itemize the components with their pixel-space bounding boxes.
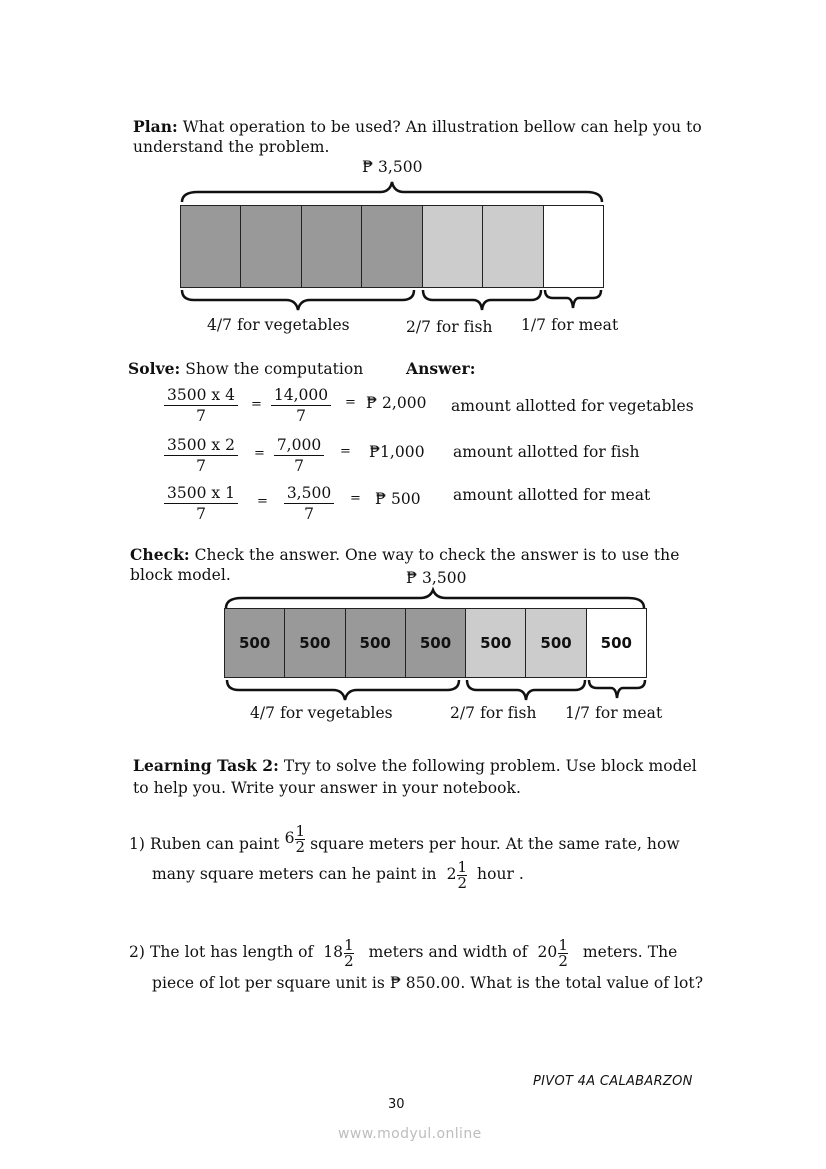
solve-row3-numerator: 3500 x 1: [164, 483, 238, 504]
model1-vegetables-brace-icon: [180, 288, 420, 314]
model1-block-bar: [180, 205, 604, 288]
solve-heading: [128, 359, 363, 379]
task2-text-line2: to help you. Write your answer in your notebook.: [133, 779, 521, 797]
model1-top-brace-icon: [180, 178, 604, 206]
mixed-denominator: 2: [295, 837, 306, 856]
model2-block-vegetables-2: 500: [285, 609, 345, 677]
solve-row1-description: amount allotted for vegetables: [451, 397, 694, 415]
model2-label-meat: 1/7 for meat: [565, 704, 663, 722]
solve-row1-denominator: 7: [196, 407, 206, 425]
model2-block-fish-1: 500: [466, 609, 526, 677]
model2-block-meat: 500: [587, 609, 646, 677]
mixed-denominator: 2: [558, 951, 568, 970]
model2-total-label: ₱ 3,500: [406, 569, 467, 587]
model1-block-vegetables-1: [181, 206, 241, 287]
check-text: Check the answer. One way to check the answer is to use the: [189, 546, 680, 564]
model2-label-vegetables: 4/7 for vegetables: [250, 704, 393, 722]
problem-2-text-c: meters. The: [582, 943, 678, 961]
solve-row2-equals1: =: [254, 446, 265, 461]
model2-block-vegetables-4: 500: [406, 609, 466, 677]
watermark: www.modyul.online: [338, 1126, 482, 1142]
solve-row3-mid-fraction: [284, 483, 334, 524]
solve-row2-denominator: 7: [196, 457, 206, 475]
problem-2-mixed-number-width: [538, 930, 568, 974]
solve-row2-numerator: 3500 x 2: [164, 435, 238, 456]
solve-row2-mid-numerator: 7,000: [274, 435, 324, 456]
solve-row3-mid-denominator: 7: [304, 505, 314, 523]
mixed-denominator: 2: [344, 951, 354, 970]
solve-row1-numerator: 3500 x 4: [164, 385, 238, 406]
plan-text: What operation to be used? An illustration bellow can help you to: [177, 118, 702, 136]
model1-fish-brace-icon: [421, 288, 545, 314]
problem-1-number: 1): [129, 835, 146, 853]
mixed-numerator: 1: [344, 935, 354, 954]
solve-text: Show the computation: [180, 360, 364, 378]
model2-meat-brace-icon: [587, 678, 649, 704]
model1-total-label: ₱ 3,500: [362, 158, 423, 176]
check-paragraph: [130, 545, 679, 565]
problem-2-text-a: The lot has length of: [150, 943, 314, 961]
solve-row2-result: ₱1,000: [369, 443, 425, 461]
problem-1-text-b: square meters per hour. At the same rate, how: [310, 835, 680, 853]
model2-vegetables-brace-icon: [225, 678, 465, 704]
solve-row1-equals2: =: [345, 395, 356, 410]
model2-label-fish: 2/7 for fish: [450, 704, 537, 722]
task2-label: Learning Task 2:: [133, 756, 279, 775]
solve-row2-description: amount allotted for fish: [453, 443, 640, 461]
model2-fish-brace-icon: [465, 678, 589, 704]
solve-row1-equals1: =: [251, 397, 262, 412]
page-number: 30: [388, 1097, 405, 1112]
model1-block-meat: [544, 206, 603, 287]
plan-paragraph: [133, 117, 702, 137]
solve-row1-mid-denominator: 7: [296, 407, 306, 425]
problem-1-text-c: many square meters can he paint in: [152, 865, 437, 883]
problem-2-line2: piece of lot per square unit is ₱ 850.00. What is the total value of lot?: [152, 974, 704, 992]
solve-row3-result: ₱ 500: [375, 490, 421, 508]
mixed-whole: 18: [323, 943, 344, 961]
plan-label: Plan:: [133, 117, 178, 136]
solve-row2-fraction: [164, 435, 238, 476]
solve-row1-mid-numerator: 14,000: [271, 385, 331, 406]
mixed-whole: 20: [537, 943, 558, 961]
problem-2-mixed-number-length: [323, 930, 353, 974]
solve-row3-equals1: =: [257, 494, 268, 509]
mixed-whole: 2: [446, 865, 457, 883]
problem-1-text-a: Ruben can paint: [150, 835, 280, 853]
problem-1-line2: [152, 852, 524, 896]
solve-label: Solve:: [128, 359, 181, 378]
solve-row3-denominator: 7: [196, 505, 206, 523]
solve-row1-mid-fraction: [271, 385, 331, 426]
mixed-numerator: 1: [457, 857, 468, 876]
solve-row2-equals2: =: [340, 444, 351, 459]
solve-row3-description: amount allotted for meat: [453, 486, 651, 504]
solve-row1-fraction: [164, 385, 238, 426]
model1-label-meat: 1/7 for meat: [521, 316, 619, 334]
problem-1-mixed-number-2: [447, 852, 468, 896]
model1-block-vegetables-3: [302, 206, 362, 287]
solve-row2-mid-denominator: 7: [294, 457, 304, 475]
solve-row3-equals2: =: [350, 491, 361, 506]
solve-row3-mid-numerator: 3,500: [284, 483, 334, 504]
model1-label-vegetables: 4/7 for vegetables: [207, 316, 350, 334]
problem-2-line1: [129, 930, 677, 974]
model2-top-brace-icon: [224, 588, 648, 610]
mixed-denominator: 2: [457, 873, 468, 892]
mixed-numerator: 1: [558, 935, 568, 954]
check-text-line2: block model.: [130, 566, 231, 584]
model1-label-fish: 2/7 for fish: [406, 318, 493, 336]
plan-text-line2: understand the problem.: [133, 138, 330, 156]
solve-row3-fraction: [164, 483, 238, 524]
model2-block-fish-2: 500: [526, 609, 586, 677]
model2-block-vegetables-1: 500: [225, 609, 285, 677]
mixed-whole: 6: [284, 829, 295, 847]
solve-row2-mid-fraction: [274, 435, 324, 476]
task2-paragraph: [133, 756, 697, 776]
problem-2-number: 2): [129, 943, 146, 961]
task2-text: Try to solve the following problem. Use block model: [278, 757, 697, 775]
problem-1-text-d: hour .: [477, 865, 524, 883]
mixed-numerator: 1: [295, 821, 306, 840]
footer-brand: PIVOT 4A CALABARZON: [533, 1074, 693, 1089]
problem-2-text-b: meters and width of: [368, 943, 528, 961]
model1-meat-brace-icon: [543, 288, 605, 314]
model1-block-fish-1: [423, 206, 483, 287]
model1-block-vegetables-4: [362, 206, 422, 287]
model2-block-vegetables-3: 500: [346, 609, 406, 677]
model2-block-bar: [224, 608, 647, 678]
model1-block-fish-2: [483, 206, 543, 287]
model1-block-vegetables-2: [241, 206, 301, 287]
check-label: Check:: [130, 545, 190, 564]
solve-row1-result: ₱ 2,000: [366, 394, 427, 412]
answer-label: Answer:: [406, 359, 476, 378]
